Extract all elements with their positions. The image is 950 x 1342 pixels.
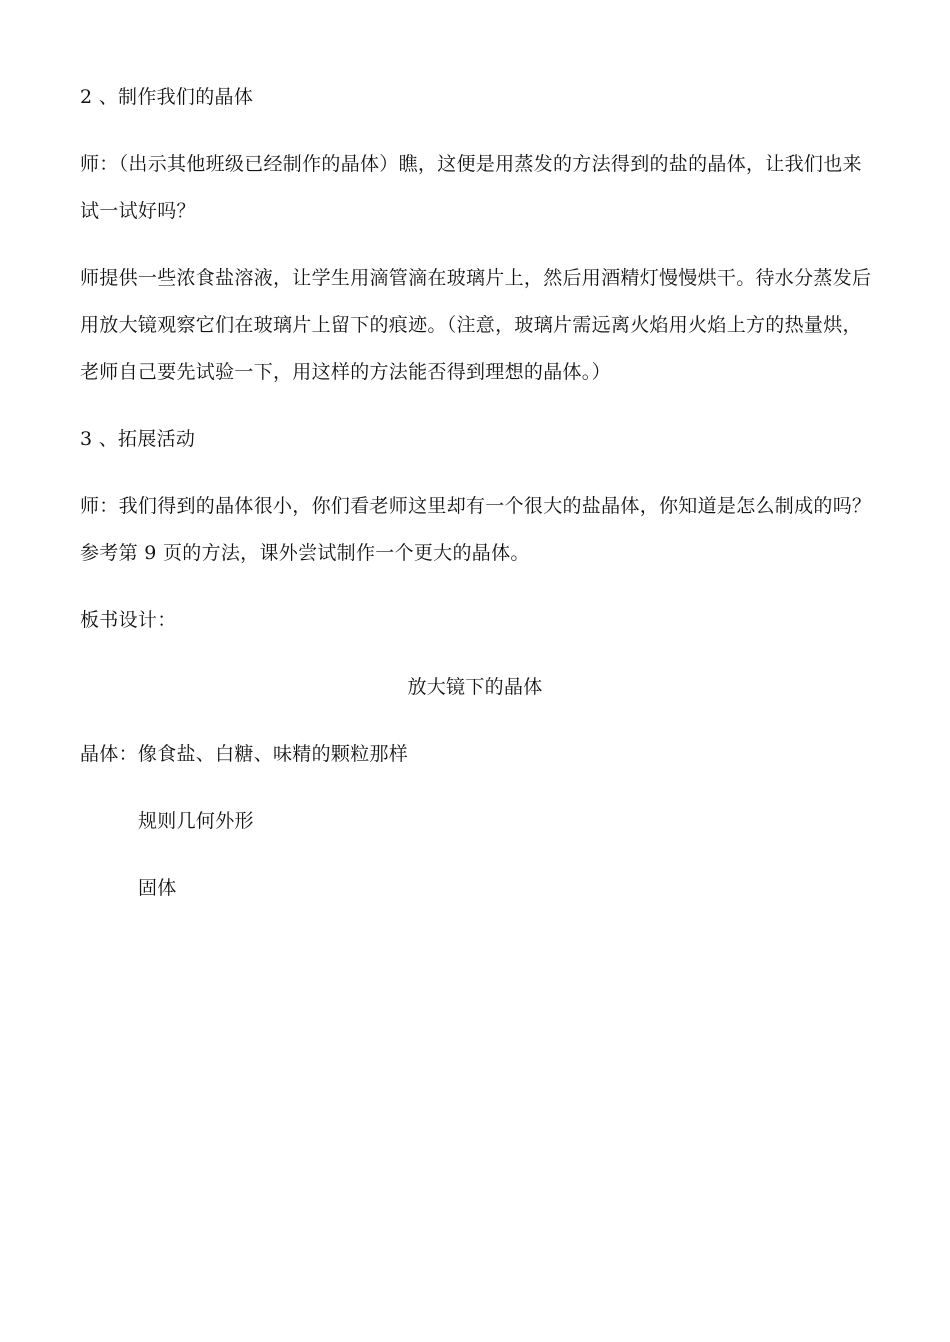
board-design-label: 板书设计： bbox=[80, 609, 177, 631]
paragraph-3-line-2: 参考第 9 页的方法，课外尝试制作一个更大的晶体。 bbox=[80, 542, 530, 564]
board-line-2: 规则几何外形 bbox=[138, 810, 254, 832]
paragraph-2-line-3: 老师自己要先试验一下，用这样的方法能否得到理想的晶体。） bbox=[80, 361, 611, 383]
section-heading-2: 2 、制作我们的晶体 bbox=[80, 86, 254, 108]
paragraph-1-line-2: 试一试好吗？ bbox=[80, 200, 196, 222]
section-heading-3: 3 、拓展活动 bbox=[80, 428, 196, 450]
paragraph-1-line-1: 师：（出示其他班级已经制作的晶体）瞧，这便是用蒸发的方法得到的盐的晶体，让我们也来 bbox=[80, 153, 862, 175]
paragraph-3-line-1: 师：我们得到的晶体很小，你们看老师这里却有一个很大的盐晶体，你知道是怎么制成的吗？ bbox=[80, 495, 872, 517]
board-line-3: 固体 bbox=[138, 877, 177, 899]
paragraph-2-line-1: 师提供一些浓食盐溶液，让学生用滴管滴在玻璃片上，然后用酒精灯慢慢烘干。待水分蒸发后 bbox=[80, 267, 872, 289]
board-line-1: 晶体：像食盐、白糖、味精的颗粒那样 bbox=[80, 743, 409, 765]
paragraph-2-line-2: 用放大镜观察它们在玻璃片上留下的痕迹。（注意，玻璃片需远离火焰用火焰上方的热量烘， bbox=[80, 314, 862, 336]
board-title: 放大镜下的晶体 bbox=[407, 676, 543, 698]
